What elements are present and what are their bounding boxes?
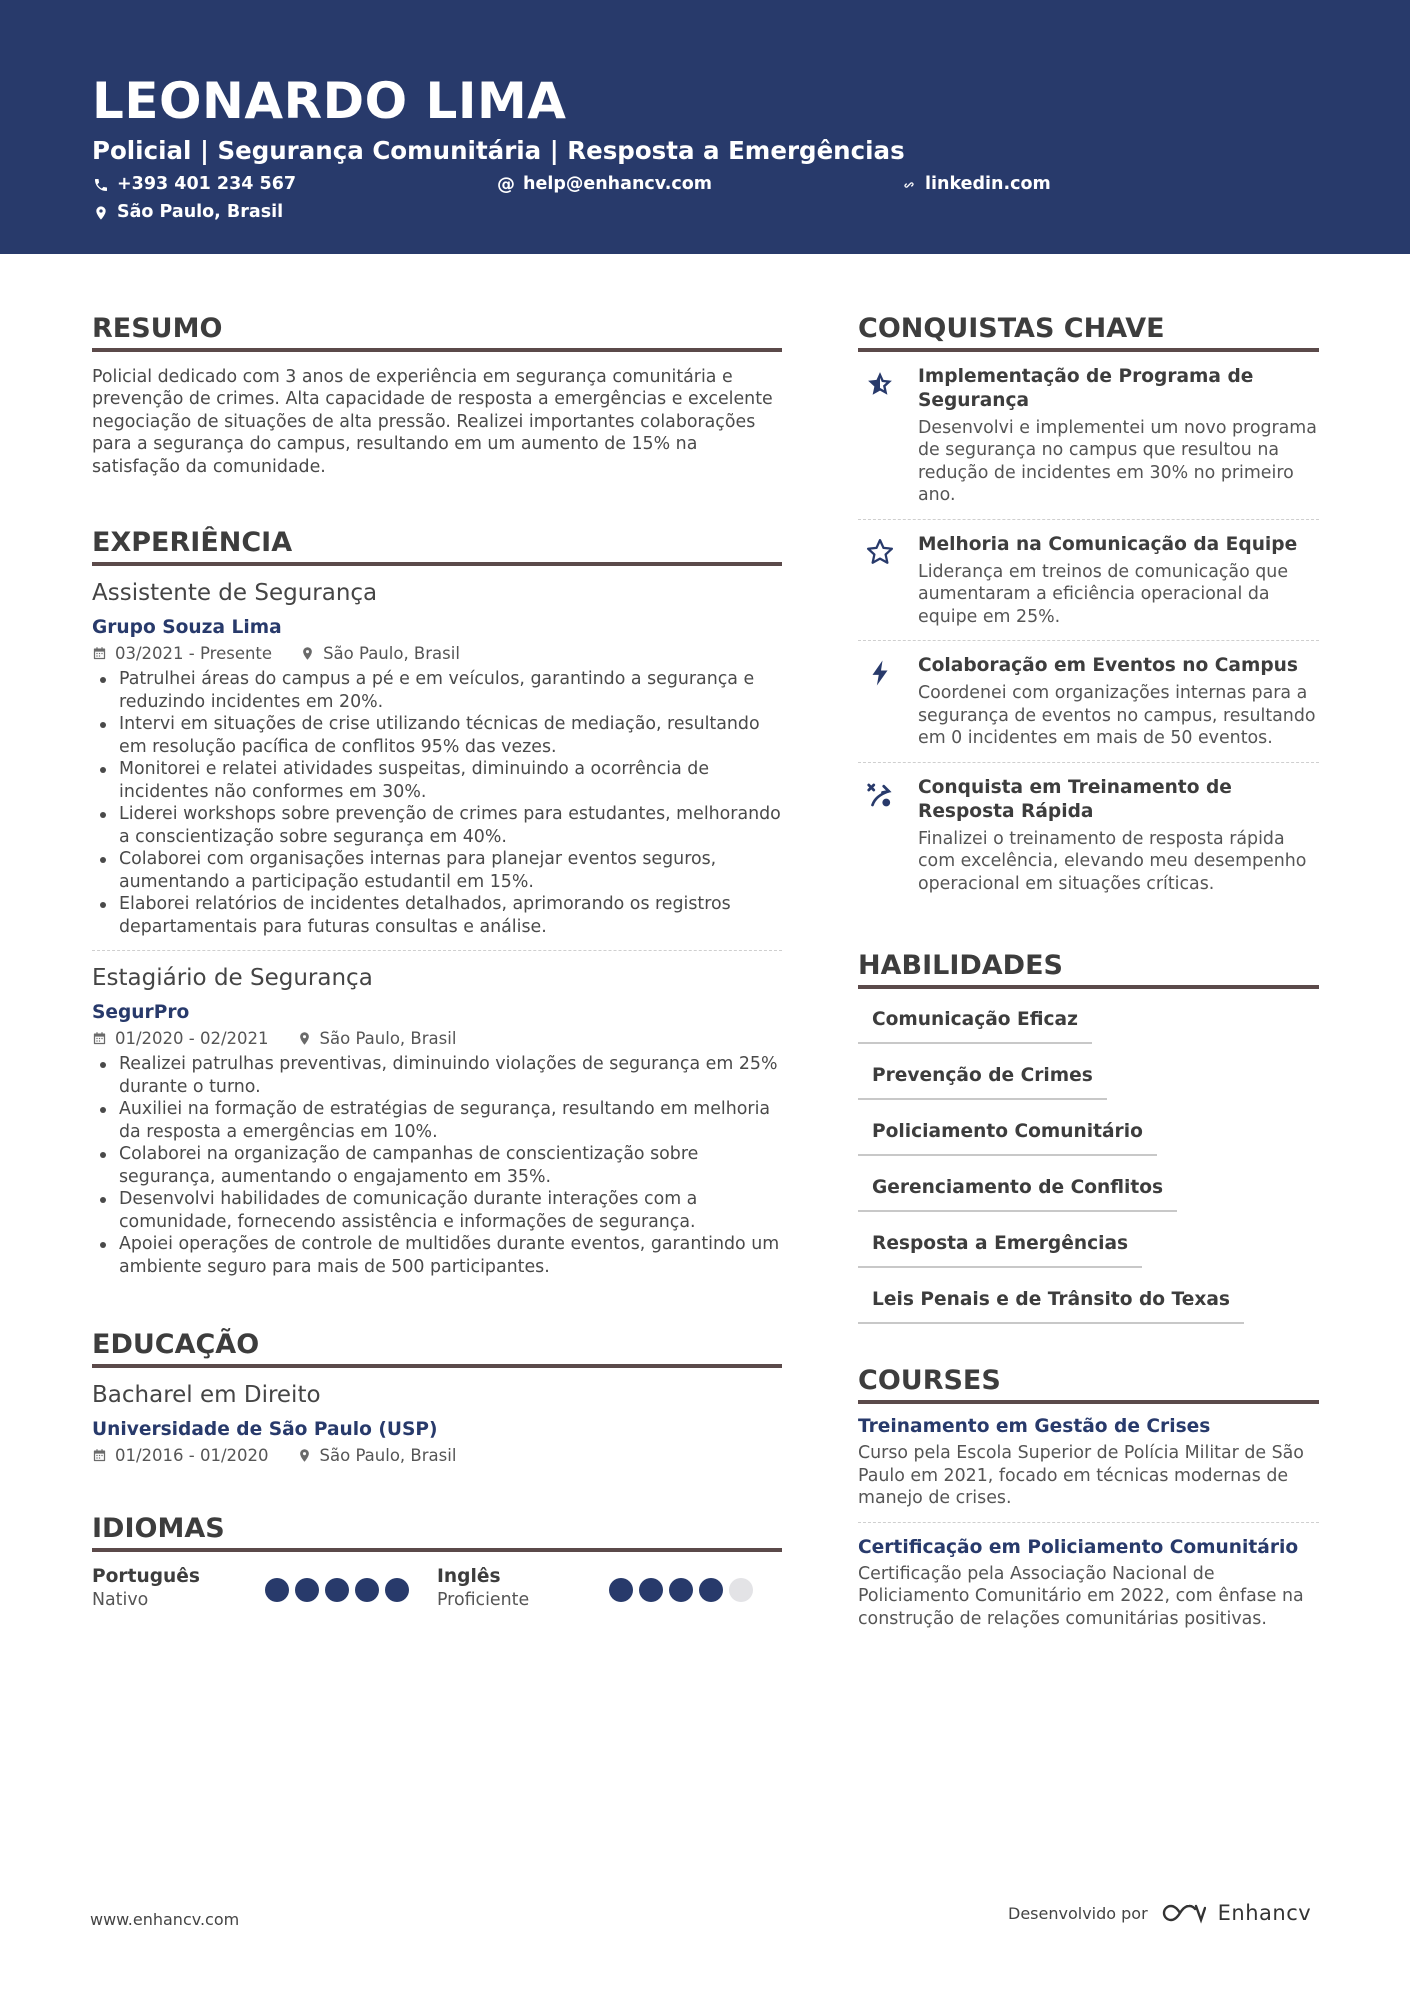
rating-dot-filled	[325, 1578, 349, 1602]
left-column	[92, 312, 782, 1610]
language-level: Proficiente	[437, 1590, 530, 1611]
skill-tag: Comunicação Eficaz	[858, 1001, 1092, 1044]
achievement-desc: Finalizei o treinamento de resposta rápida com excelência, elevando meu desempenho operacional em situações críticas.	[918, 828, 1307, 894]
calendar-icon	[92, 646, 107, 661]
candidate-name: LEONARDO LIMA	[92, 72, 567, 130]
right-column	[858, 312, 1319, 1630]
language-item	[437, 1566, 782, 1610]
language-rating	[609, 1578, 753, 1602]
at-icon: @	[497, 174, 515, 195]
job-location	[297, 1028, 457, 1048]
languages-list	[92, 1566, 782, 1610]
education-location	[297, 1445, 457, 1465]
linkedin-text[interactable]: linkedin.com	[925, 174, 1051, 194]
skill-tag-wrapper	[858, 1001, 1319, 1044]
location-contact	[93, 204, 283, 222]
enhancv-logo-icon	[1160, 1900, 1206, 1926]
map-pin-icon	[93, 205, 109, 221]
job-dates-text: 01/2020 - 02/2021	[115, 1028, 269, 1048]
job-bullets	[92, 1053, 782, 1278]
map-pin-icon	[297, 1031, 312, 1046]
skill-tag-wrapper	[858, 1057, 1319, 1100]
achievement-desc: Desenvolvi e implementei um novo programa de segurança no campus que resultou na redução de incidentes em 30% no primeiro ano.	[918, 417, 1317, 506]
rating-dot-filled	[385, 1578, 409, 1602]
section-title-courses: COURSES	[858, 1364, 1319, 1404]
summary-section	[92, 312, 782, 478]
job-title: Estagiário de Segurança	[92, 965, 373, 992]
job-meta	[92, 643, 782, 663]
achievement-item	[858, 352, 1319, 519]
bullet-item: Apoiei operações de controle de multidões durante eventos, garantindo um ambiente seguro para mais de 500 participantes.	[92, 1233, 782, 1278]
experience-section	[92, 526, 782, 1278]
section-title-experience: EXPERIÊNCIA	[92, 526, 782, 566]
calendar-icon	[92, 1031, 107, 1046]
strategy-icon	[858, 776, 918, 896]
bullet-item: Monitorei e relatei atividades suspeitas, diminuindo a ocorrência de incidentes não conformes em 30%.	[92, 758, 782, 803]
education-dates-text: 01/2016 - 01/2020	[115, 1445, 269, 1465]
map-pin-icon	[297, 1448, 312, 1463]
skill-tag: Policiamento Comunitário	[858, 1113, 1157, 1156]
job-dates	[92, 1028, 269, 1048]
phone-text: +393 401 234 567	[117, 174, 297, 194]
bullet-item: Desenvolvi habilidades de comunicação durante interações com a comunidade, fornecendo assistência e informações de segurança.	[92, 1188, 782, 1233]
phone-contact	[93, 176, 296, 194]
course-desc: Curso pela Escola Superior de Polícia Militar de São Paulo em 2021, focado em técnicas modernas de manejo de crises.	[858, 1443, 1304, 1509]
company-name: SegurPro	[92, 1001, 190, 1023]
star-filled-icon	[858, 365, 918, 507]
job-bullets	[92, 668, 782, 938]
footer-website[interactable]: www.enhancv.com	[90, 1910, 240, 1929]
skill-tag-wrapper	[858, 1113, 1319, 1156]
course-title: Treinamento em Gestão de Crises	[858, 1415, 1211, 1437]
skill-tag-wrapper	[858, 1225, 1319, 1268]
achievement-title: Conquista em Treinamento de Resposta Rápida	[918, 776, 1232, 822]
job-title: Assistente de Segurança	[92, 580, 378, 606]
map-pin-icon	[300, 646, 315, 661]
achievement-desc: Coordenei com organizações internas para a segurança de eventos no campus, resultando em 0 incidentes em mais de 50 eventos.	[918, 683, 1316, 749]
bullet-item: Colaborei com organisações internas para planejar eventos seguros, aumentando a participação estudantil em 15%.	[92, 848, 782, 893]
language-name: Português	[92, 1565, 200, 1587]
job-meta	[92, 1028, 782, 1048]
email-contact[interactable]	[497, 176, 712, 194]
course-item	[858, 1537, 1319, 1631]
rating-dot-filled	[265, 1578, 289, 1602]
course-item	[858, 1416, 1319, 1510]
candidate-headline: Policial | Segurança Comunitária | Resposta a Emergências	[92, 136, 905, 165]
section-title-achievements: CONQUISTAS CHAVE	[858, 312, 1319, 352]
language-level: Nativo	[92, 1590, 149, 1611]
achievements-section	[858, 312, 1319, 907]
phone-icon	[93, 177, 109, 193]
job-entry	[92, 580, 782, 938]
brand-name: Enhancv	[1217, 1901, 1312, 1925]
skill-tag: Leis Penais e de Trânsito do Texas	[858, 1281, 1244, 1324]
courses-section	[858, 1364, 1319, 1630]
language-name: Inglês	[437, 1565, 501, 1587]
powered-by-text: Desenvolvido por	[1008, 1903, 1148, 1923]
rating-dot-filled	[355, 1578, 379, 1602]
languages-section	[92, 1512, 782, 1610]
achievement-title: Implementação de Programa de Segurança	[918, 365, 1254, 411]
skill-tag: Resposta a Emergências	[858, 1225, 1142, 1268]
rating-dot-filled	[639, 1578, 663, 1602]
rating-dot-empty	[729, 1578, 753, 1602]
course-desc: Certificação pela Associação Nacional de Policiamento Comunitário em 2022, com ênfase na construção de relações comunitárias positivas.	[858, 1563, 1304, 1629]
email-text[interactable]: help@enhancv.com	[523, 174, 713, 195]
language-item	[92, 1566, 437, 1610]
achievement-desc: Liderança em treinos de comunicação que aumentaram a eficiência operacional da equipe em 25%.	[918, 561, 1289, 627]
rating-dot-filled	[609, 1578, 633, 1602]
rating-dot-filled	[295, 1578, 319, 1602]
skill-tag-wrapper	[858, 1169, 1319, 1212]
bullet-item: Elaborei relatórios de incidentes detalhados, aprimorando os registros departamentais para futuras consultas e análise.	[92, 893, 782, 938]
divider	[92, 950, 782, 951]
rating-dot-filled	[699, 1578, 723, 1602]
education-meta	[92, 1445, 782, 1465]
education-dates	[92, 1445, 269, 1465]
job-dates	[92, 643, 273, 663]
section-title-languages: IDIOMAS	[92, 1512, 782, 1552]
calendar-icon	[92, 1448, 107, 1463]
job-location-text: São Paulo, Brasil	[323, 643, 460, 663]
skills-section	[858, 949, 1319, 1324]
footer-branding	[1008, 1900, 1311, 1926]
skill-tag-wrapper	[858, 1281, 1319, 1324]
lightning-icon	[858, 654, 918, 750]
rating-dot-filled	[669, 1578, 693, 1602]
section-title-education: EDUCAÇÃO	[92, 1328, 782, 1368]
achievement-title: Colaboração em Eventos no Campus	[918, 655, 1298, 677]
job-dates-text: 03/2021 - Presente	[115, 643, 273, 663]
link-icon	[901, 177, 917, 193]
language-rating	[265, 1578, 409, 1602]
skill-tag: Gerenciamento de Conflitos	[858, 1169, 1177, 1212]
summary-text: Policial dedicado com 3 anos de experiência em segurança comunitária e prevenção de crimes. Alta capacidade de resposta a emergências e excelente negociação de situações de alta pressão. Realizei importantes colaborações para a segurança do campus, resultando em um aumento de 15% na satisfação da comunidade.	[92, 366, 773, 477]
bullet-item: Liderei workshops sobre prevenção de crimes para estudantes, melhorando a conscientização sobre segurança em 40%.	[92, 803, 782, 848]
job-entry	[92, 965, 782, 1278]
job-location	[300, 643, 460, 663]
school-name: Universidade de São Paulo (USP)	[92, 1418, 438, 1440]
degree-title: Bacharel em Direito	[92, 1381, 321, 1408]
bullet-item: Intervi em situações de crise utilizando técnicas de mediação, resultando em resolução pacífica de conflitos 95% das vezes.	[92, 713, 782, 758]
course-title: Certificação em Policiamento Comunitário	[858, 1536, 1299, 1558]
education-section	[92, 1328, 782, 1464]
company-name: Grupo Souza Lima	[92, 616, 282, 638]
divider	[858, 1522, 1319, 1523]
job-location-text: São Paulo, Brasil	[319, 1028, 457, 1048]
skill-tag: Prevenção de Crimes	[858, 1057, 1107, 1100]
achievement-item	[858, 763, 1319, 908]
bullet-item: Realizei patrulhas preventivas, diminuindo violações de segurança em 25% durante o turno.	[92, 1053, 782, 1098]
section-title-skills: HABILIDADES	[858, 949, 1319, 989]
achievement-title: Melhoria na Comunicação da Equipe	[918, 533, 1298, 555]
resume-header	[0, 0, 1410, 254]
location-text: São Paulo, Brasil	[117, 202, 284, 222]
achievement-item	[858, 641, 1319, 762]
linkedin-contact[interactable]	[901, 176, 1051, 194]
section-title-summary: RESUMO	[92, 312, 782, 352]
star-outline-icon	[858, 533, 918, 629]
education-location-text: São Paulo, Brasil	[319, 1445, 457, 1465]
bullet-item: Colaborei na organização de campanhas de conscientização sobre segurança, aumentando o engajamento em 35%.	[92, 1143, 782, 1188]
achievement-item	[858, 520, 1319, 641]
bullet-item: Patrulhei áreas do campus a pé e em veículos, garantindo a segurança e reduzindo incidentes em 20%.	[92, 668, 782, 713]
bullet-item: Auxiliei na formação de estratégias de segurança, resultando em melhoria da resposta a emergências em 10%.	[92, 1098, 782, 1143]
